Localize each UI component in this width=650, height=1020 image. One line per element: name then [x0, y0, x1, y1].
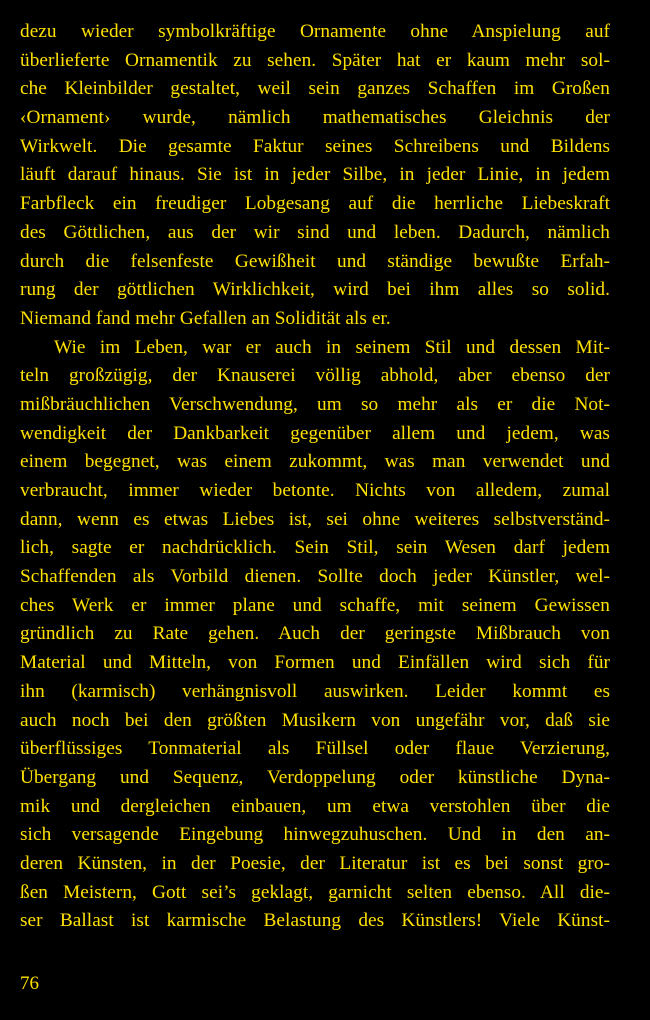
- text-line: rung der göttlichen Wirklichkeit, wird bei ihm alles so solid.: [20, 279, 610, 301]
- text-line: ‹Ornament› wurde, nämlich mathematisches Gleichnis der: [20, 107, 610, 129]
- text-line: des Göttlichen, aus der wir sind und leben. Dadurch, nämlich: [20, 221, 610, 243]
- text-line: läuft darauf hinaus. Sie ist in jeder Silbe, in jeder Linie, in jedem: [20, 164, 610, 186]
- text-line: dezu wieder symbolkräftige Ornamente ohne Anspielung auf: [20, 21, 610, 42]
- text-line: Wie im Leben, war er auch in seinem Stil und dessen Mit-: [54, 336, 610, 358]
- text-line: deren Künsten, in der Poesie, der Literatur ist es bei sonst gro-: [20, 852, 610, 874]
- text-line: Farbfleck ein freudiger Lobgesang auf die herrliche Liebeskraft: [20, 193, 610, 215]
- text-line: einem begegnet, was einem zukommt, was man verwendet und: [20, 451, 610, 473]
- text-line: teln großzügig, der Knauserei völlig abhold, aber ebenso der: [20, 365, 610, 387]
- text-line: wendigkeit der Dankbarkeit gegenüber allem und jedem, was: [20, 422, 610, 444]
- text-line: ser Ballast ist karmische Belastung des Künstlers! Viele Künst-: [20, 910, 610, 932]
- text-line: ihn (karmisch) verhängnisvoll auswirken. Leider kommt es: [20, 680, 610, 702]
- text-line: auch noch bei den größten Musikern von ungefähr vor, daß sie: [20, 709, 610, 731]
- paragraph-1: [20, 18, 610, 334]
- paragraph-2: [20, 334, 610, 936]
- text-line: gründlich zu Rate gehen. Auch der geringste Mißbrauch von: [20, 623, 610, 645]
- text-line: ches Werk er immer plane und schaffe, mit seinem Gewissen: [20, 594, 610, 616]
- text-line: ßen Meistern, Gott sei’s geklagt, garnicht selten ebenso. All die-: [20, 881, 610, 903]
- text-line: überlieferte Ornamentik zu sehen. Später hat er kaum mehr sol-: [20, 49, 610, 71]
- text-line: Niemand fand mehr Gefallen an Solidität als er.: [20, 307, 391, 329]
- text-line: verbraucht, immer wieder betonte. Nichts von alledem, zumal: [20, 480, 610, 501]
- page-number: 76: [20, 973, 39, 994]
- text-line: Übergang und Sequenz, Verdoppelung oder künstliche Dyna-: [20, 766, 610, 788]
- text-line: durch die felsenfeste Gewißheit und ständige bewußte Erfah-: [20, 250, 610, 272]
- body-text: [20, 18, 610, 936]
- text-line: überflüssiges Tonmaterial als Füllsel oder flaue Verzierung,: [20, 738, 610, 760]
- text-line: dann, wenn es etwas Liebes ist, sei ohne weiteres selbstverständ-: [20, 508, 610, 530]
- text-line: lich, sagte er nachdrücklich. Sein Stil, sein Wesen darf jedem: [20, 537, 610, 559]
- text-line: Material und Mitteln, von Formen und Einfällen wird sich für: [20, 652, 610, 674]
- text-line: mik und dergleichen einbauen, um etwa verstohlen über die: [20, 795, 610, 817]
- text-line: Schaffenden als Vorbild dienen. Sollte doch jeder Künstler, wel-: [20, 566, 610, 588]
- text-line: che Kleinbilder gestaltet, weil sein ganzes Schaffen im Großen: [20, 78, 610, 100]
- text-line: mißbräuchlichen Verschwendung, um so mehr als er die Not-: [20, 393, 610, 415]
- text-line: sich versagende Eingebung hinwegzuhuschen. Und in den an-: [20, 824, 610, 846]
- text-line: Wirkwelt. Die gesamte Faktur seines Schreibens und Bildens: [20, 135, 610, 157]
